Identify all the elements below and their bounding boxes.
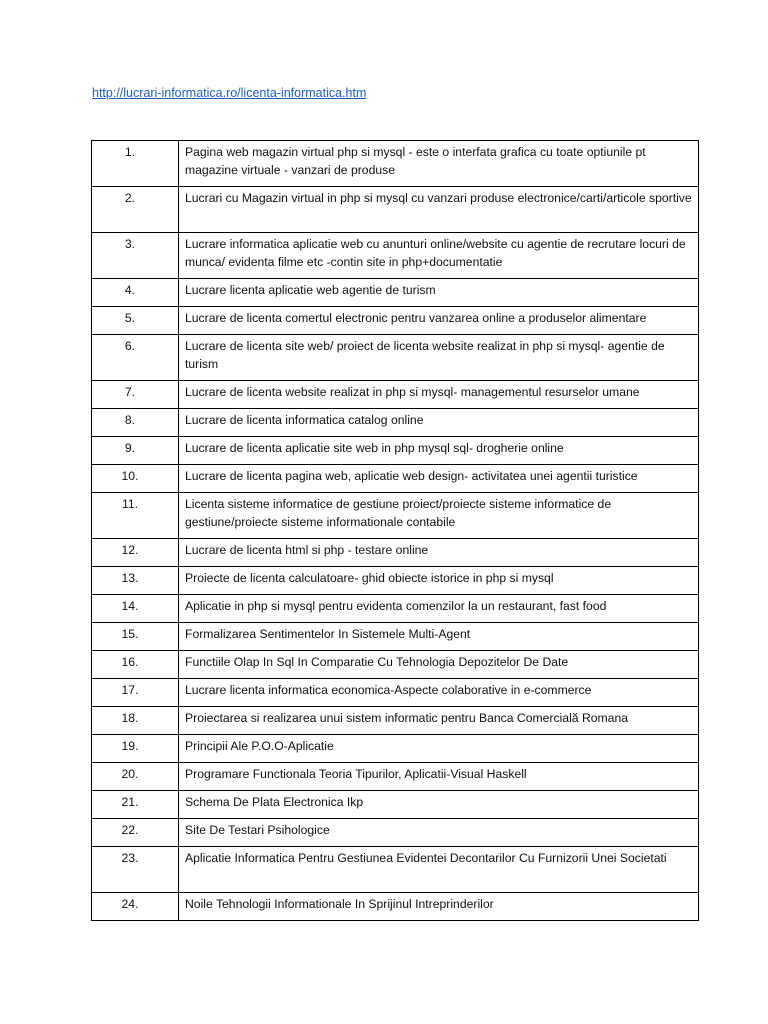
table-row — [92, 141, 699, 187]
row-title: Licenta sisteme informatice de gestiune proiect/proiecte sisteme informatice de gestiune/proiecte sisteme informationale contabile — [179, 493, 699, 539]
table-row — [92, 335, 699, 381]
table-row — [92, 233, 699, 279]
table-row — [92, 187, 699, 233]
row-title: Proiectarea si realizarea unui sistem informatic pentru Banca Comercială Romana — [179, 707, 699, 735]
row-number: 5. — [92, 307, 179, 335]
row-title: Proiecte de licenta calculatoare- ghid obiecte istorice in php si mysql — [179, 567, 699, 595]
project-table-body — [92, 141, 699, 921]
table-row — [92, 437, 699, 465]
table-row — [92, 791, 699, 819]
table-row — [92, 847, 699, 893]
row-title: Lucrare licenta aplicatie web agentie de turism — [179, 279, 699, 307]
row-title: Lucrare de licenta website realizat in php si mysql- managementul resurselor umane — [179, 381, 699, 409]
table-row — [92, 893, 699, 921]
row-number: 15. — [92, 623, 179, 651]
table-row — [92, 409, 699, 437]
table-row — [92, 465, 699, 493]
document-link[interactable]: http://lucrari-informatica.ro/licenta-informatica.htm — [92, 86, 367, 100]
row-number: 18. — [92, 707, 179, 735]
row-number: 13. — [92, 567, 179, 595]
table-row — [92, 679, 699, 707]
row-title: Programare Functionala Teoria Tipurilor, Aplicatii-Visual Haskell — [179, 763, 699, 791]
row-number: 23. — [92, 847, 179, 893]
row-number: 21. — [92, 791, 179, 819]
row-title: Lucrare de licenta aplicatie site web in php mysql sql- drogherie online — [179, 437, 699, 465]
row-number: 11. — [92, 493, 179, 539]
table-row — [92, 493, 699, 539]
row-number: 4. — [92, 279, 179, 307]
table-row — [92, 651, 699, 679]
row-number: 19. — [92, 735, 179, 763]
row-title: Principii Ale P.O.O-Aplicatie — [179, 735, 699, 763]
row-title: Aplicatie in php si mysql pentru evidenta comenzilor la un restaurant, fast food — [179, 595, 699, 623]
row-number: 20. — [92, 763, 179, 791]
row-title: Schema De Plata Electronica Ikp — [179, 791, 699, 819]
table-row — [92, 279, 699, 307]
row-title: Lucrare de licenta site web/ proiect de licenta website realizat in php si mysql- agentie de turism — [179, 335, 699, 381]
row-title: Aplicatie Informatica Pentru Gestiunea Evidentei Decontarilor Cu Furnizorii Unei Societati — [179, 847, 699, 893]
table-row — [92, 819, 699, 847]
row-number: 12. — [92, 539, 179, 567]
row-number: 14. — [92, 595, 179, 623]
row-number: 10. — [92, 465, 179, 493]
row-number: 22. — [92, 819, 179, 847]
table-row — [92, 763, 699, 791]
table-row — [92, 707, 699, 735]
row-title: Functiile Olap In Sql In Comparatie Cu Tehnologia Depozitelor De Date — [179, 651, 699, 679]
table-row — [92, 307, 699, 335]
row-number: 24. — [92, 893, 179, 921]
row-number: 3. — [92, 233, 179, 279]
row-title: Lucrare de licenta informatica catalog online — [179, 409, 699, 437]
row-title: Lucrare de licenta pagina web, aplicatie web design- activitatea unei agentii turistice — [179, 465, 699, 493]
row-title: Pagina web magazin virtual php si mysql - este o interfata grafica cu toate optiunile pt magazine virtuale - vanzari de produse — [179, 141, 699, 187]
row-number: 6. — [92, 335, 179, 381]
row-title: Lucrare licenta informatica economica-Aspecte colaborative in e-commerce — [179, 679, 699, 707]
table-row — [92, 595, 699, 623]
row-number: 9. — [92, 437, 179, 465]
row-title: Lucrare de licenta html si php - testare online — [179, 539, 699, 567]
table-row — [92, 539, 699, 567]
project-table — [91, 140, 699, 921]
table-row — [92, 623, 699, 651]
row-number: 8. — [92, 409, 179, 437]
row-number: 1. — [92, 141, 179, 187]
row-number: 16. — [92, 651, 179, 679]
row-title: Site De Testari Psihologice — [179, 819, 699, 847]
row-title: Lucrare de licenta comertul electronic pentru vanzarea online a produselor alimentare — [179, 307, 699, 335]
row-title: Formalizarea Sentimentelor In Sistemele Multi-Agent — [179, 623, 699, 651]
row-title: Noile Tehnologii Informationale In Sprijinul Intreprinderilor — [179, 893, 699, 921]
row-number: 7. — [92, 381, 179, 409]
table-row — [92, 381, 699, 409]
row-number: 17. — [92, 679, 179, 707]
row-title: Lucrari cu Magazin virtual in php si mysql cu vanzari produse electronice/carti/articole sportive — [179, 187, 699, 233]
row-title: Lucrare informatica aplicatie web cu anunturi online/website cu agentie de recrutare locuri de munca/ evidenta filme etc -contin site in php+documentatie — [179, 233, 699, 279]
table-row — [92, 567, 699, 595]
table-row — [92, 735, 699, 763]
row-number: 2. — [92, 187, 179, 233]
